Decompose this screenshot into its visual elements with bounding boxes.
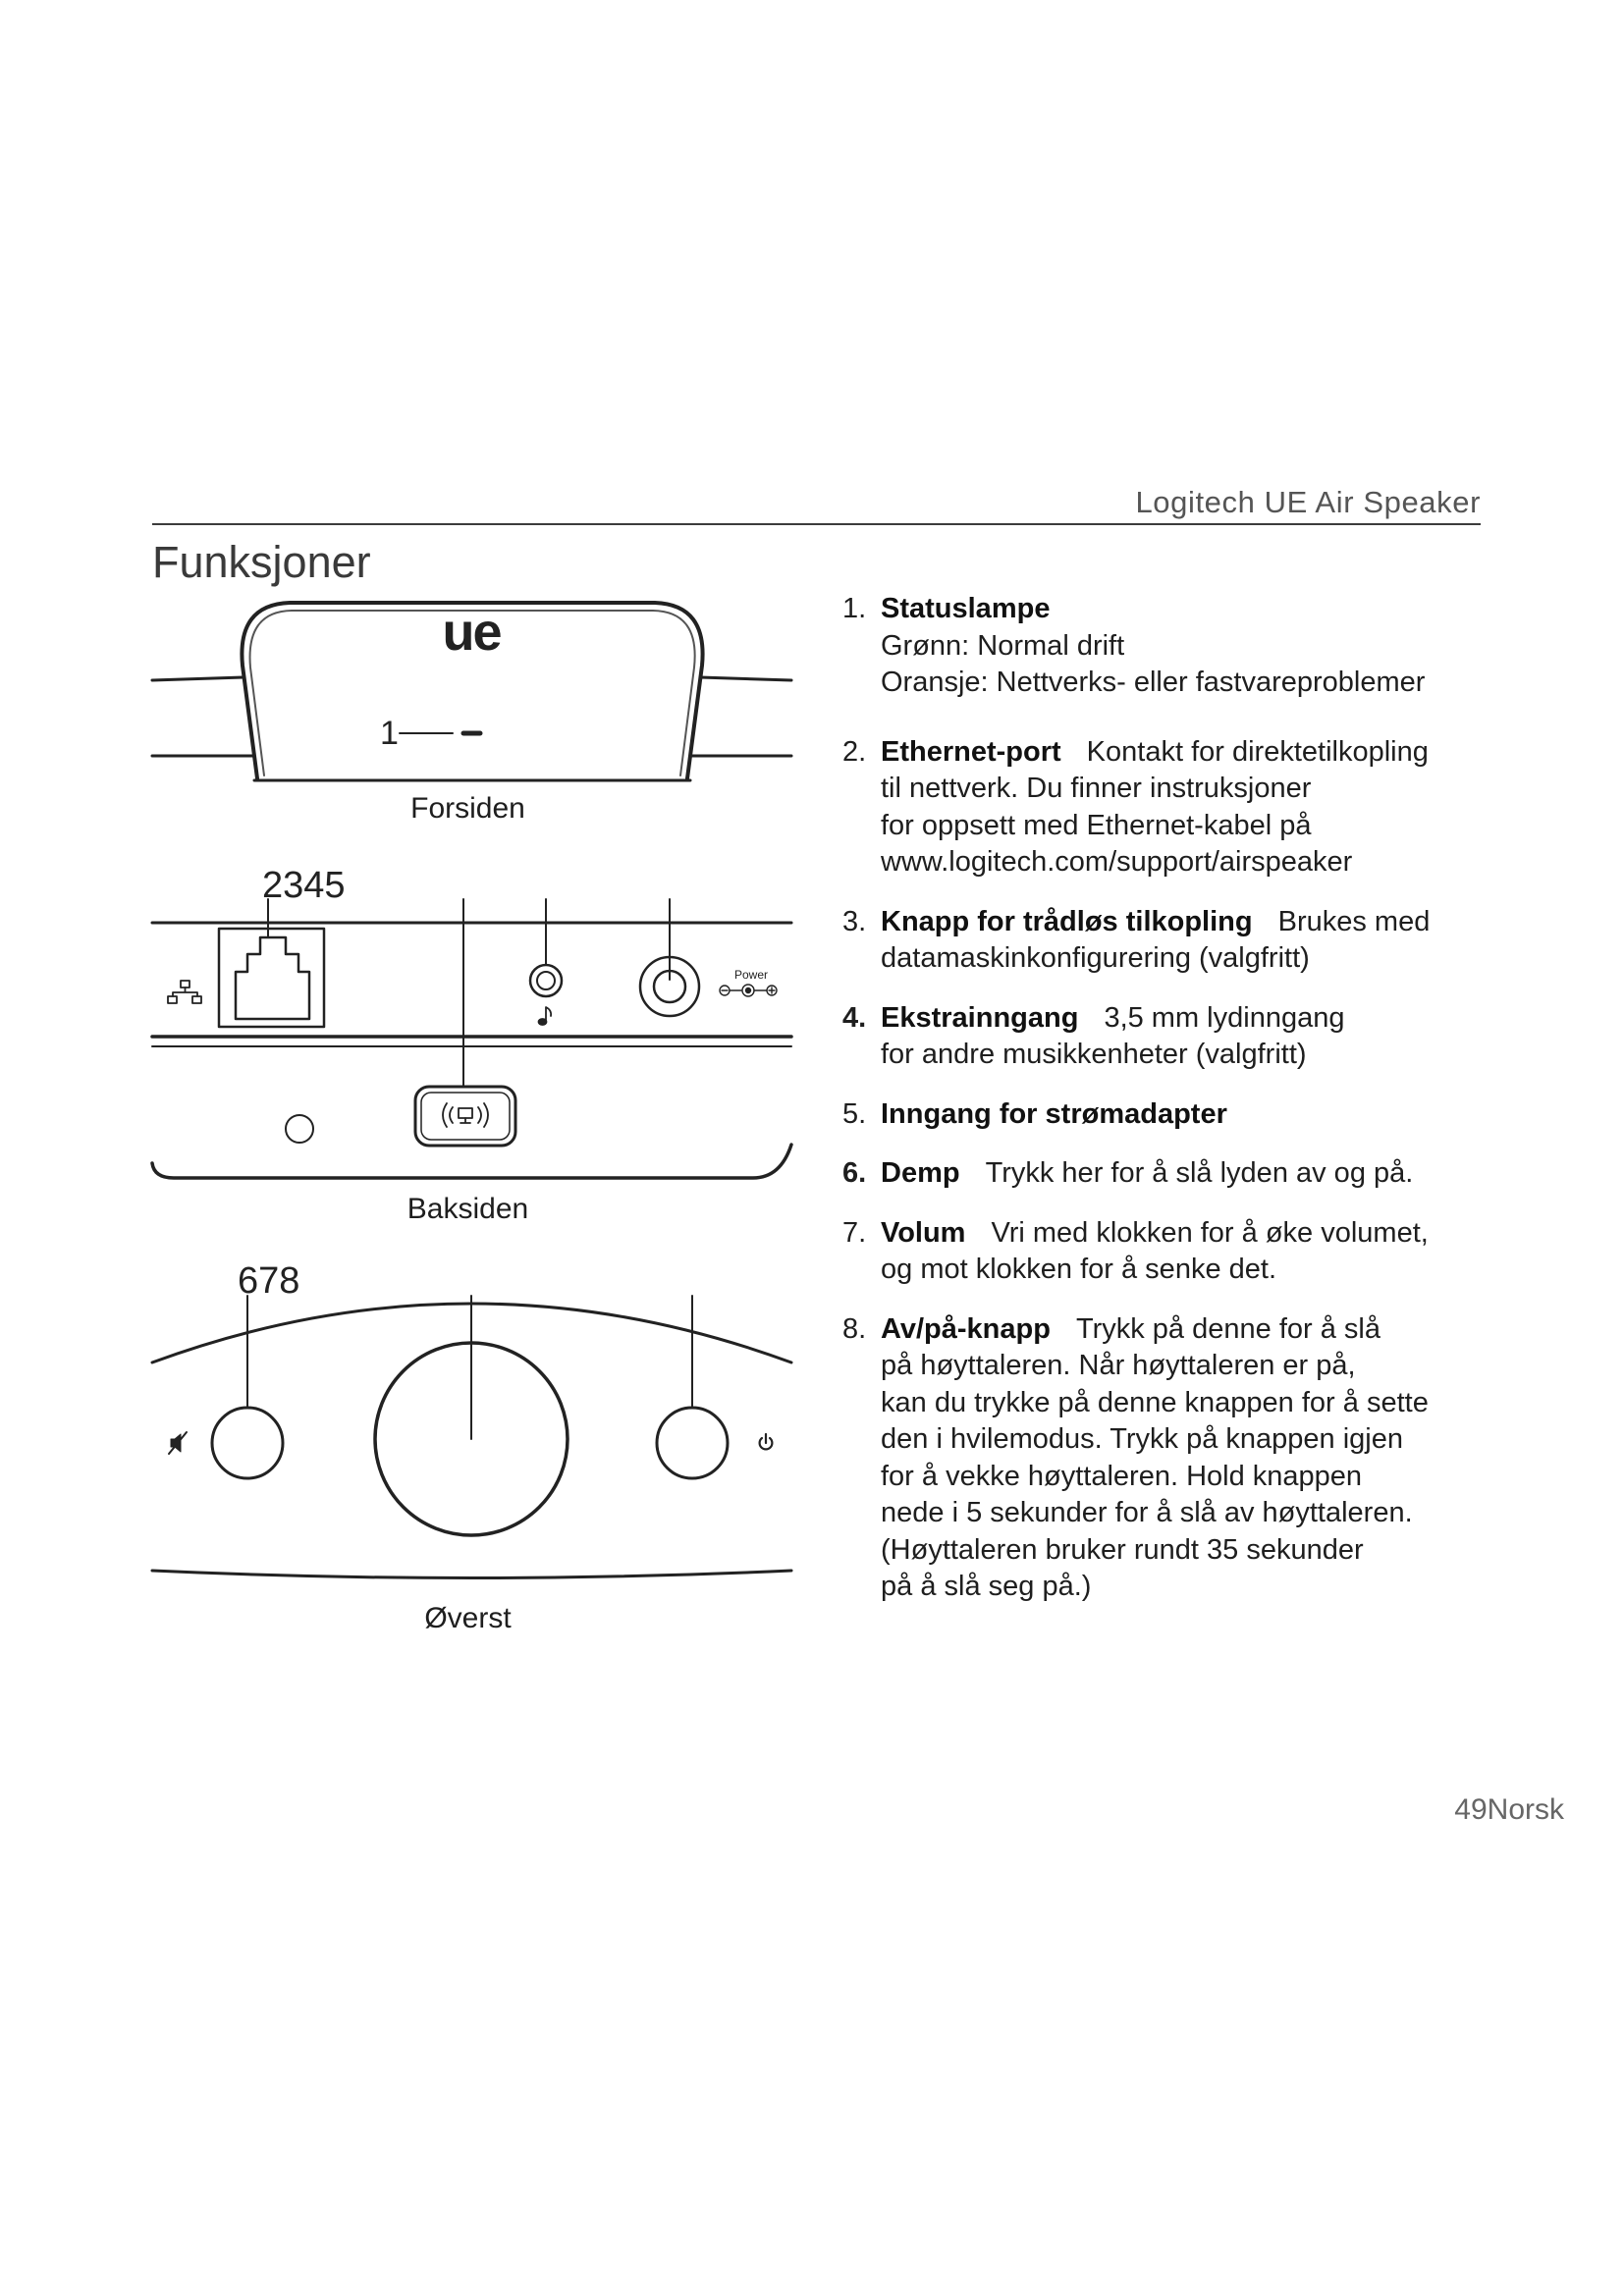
- front-left-wing-upper: [152, 677, 244, 680]
- feature-line: (Høyttaleren bruker rundt 35 sekunder: [881, 1533, 1364, 1566]
- back-view-label: Baksiden: [406, 1193, 529, 1225]
- running-header: Logitech UE Air Speaker: [1135, 485, 1481, 519]
- power-button: [657, 1408, 728, 1478]
- feature-number: 2.: [842, 735, 867, 768]
- feature-item-3: [842, 904, 1530, 978]
- feature-title: Knapp for trådløs tilkopling: [881, 905, 1253, 937]
- feature-title: Ethernet-port: [881, 735, 1061, 768]
- power-icon: [760, 1434, 773, 1449]
- feature-heading: [881, 1000, 1530, 1038]
- feature-heading: [881, 1155, 1530, 1193]
- feature-line: på høyttaleren. Når høyttaleren er på,: [881, 1350, 1356, 1381]
- feature-item-6: [842, 1155, 1530, 1193]
- ethernet-port-socket: [236, 937, 309, 1019]
- page-number: 49: [1454, 1793, 1488, 1826]
- feature-description: Brukes med: [1277, 905, 1431, 937]
- page-footer: [1454, 1792, 1564, 1828]
- feature-description: Vri med klokken for å øke volumet,: [991, 1216, 1429, 1249]
- callout-numbers-top: 678: [238, 1260, 300, 1302]
- power-jack-label: Power: [733, 968, 769, 982]
- feature-number: 6.: [842, 1157, 867, 1189]
- feature-item-2: [842, 734, 1530, 881]
- feature-item-5: [842, 1096, 1530, 1134]
- network-icon: [168, 981, 201, 1003]
- top-view-diagram: [152, 1291, 791, 1595]
- dc-polarity-icon: [720, 985, 777, 996]
- feature-line: til nettverk. Du finner instruksjoner: [881, 773, 1312, 804]
- feature-line: datamaskinkonfigurering (valgfritt): [881, 942, 1310, 974]
- feature-line: for oppsett med Ethernet-kabel på: [881, 809, 1312, 841]
- wireless-connect-icon: [443, 1103, 488, 1127]
- front-right-wing-upper: [700, 677, 791, 680]
- feature-item-7: [842, 1215, 1530, 1289]
- feature-line: den i hvilemodus. Trykk på knappen igjen: [881, 1423, 1403, 1455]
- feature-number: 1.: [842, 593, 867, 624]
- feature-number: 4.: [842, 1001, 867, 1034]
- front-view-label: Forsiden: [410, 792, 525, 825]
- feature-number: 3.: [842, 905, 867, 937]
- support-url: www.logitech.com/support/airspeaker: [881, 846, 1353, 878]
- feature-description: Kontakt for direktetilkopling: [1086, 735, 1429, 768]
- callout-numbers-back: 2345: [262, 865, 346, 906]
- feature-description: 3,5 mm lydinngang: [1104, 1001, 1345, 1034]
- feature-title: Demp: [881, 1157, 960, 1189]
- feature-line: Oransje: Nettverks- eller fastvareproblemer: [881, 667, 1426, 698]
- ethernet-port: [219, 929, 324, 1027]
- feature-item-1: [842, 591, 1530, 702]
- feature-heading: [881, 904, 1530, 941]
- ue-logo: ue: [442, 603, 501, 662]
- header-rule: [152, 523, 1481, 525]
- page-title: Funksjoner: [152, 537, 371, 587]
- feature-heading: [881, 1096, 1530, 1134]
- feature-line: for andre musikkenheter (valgfritt): [881, 1039, 1307, 1070]
- feature-description: Trykk på denne for å slå: [1075, 1312, 1380, 1345]
- feature-title: Inngang for strømadapter: [881, 1097, 1227, 1130]
- mute-button: [212, 1408, 283, 1478]
- back-bottom-outline: [152, 1145, 791, 1178]
- feature-line: og mot klokken for å senke det.: [881, 1254, 1276, 1285]
- feature-line: Grønn: Normal drift: [881, 629, 1125, 662]
- feature-heading: [881, 1311, 1530, 1349]
- feature-item-4: [842, 1000, 1530, 1074]
- feature-number: 8.: [842, 1312, 867, 1345]
- feature-heading: [881, 734, 1530, 772]
- feature-number: 7.: [842, 1216, 867, 1249]
- feature-title: Statuslampe: [881, 593, 1051, 624]
- feature-line: nede i 5 sekunder for å slå av høyttaleren.: [881, 1497, 1413, 1528]
- callout-number-1: 1: [380, 715, 399, 752]
- feature-heading: [881, 1215, 1530, 1253]
- feature-line: på å slå seg på.): [881, 1571, 1092, 1602]
- back-view-diagram: [152, 893, 791, 1188]
- feature-line: for å vekke høyttaleren. Hold knappen: [881, 1460, 1363, 1492]
- feature-number: 5.: [842, 1097, 867, 1130]
- mute-icon: [169, 1432, 187, 1454]
- aux-input-jack: [530, 965, 562, 996]
- feature-line: kan du trykke på denne knappen for å sette: [881, 1386, 1429, 1418]
- feature-title: Volum: [881, 1216, 966, 1249]
- feature-item-8: [842, 1311, 1530, 1606]
- top-view-label: Øverst: [424, 1602, 512, 1634]
- top-view-back-edge: [152, 1571, 791, 1578]
- footer-language: Norsk: [1487, 1793, 1564, 1826]
- music-note-icon: [539, 1007, 552, 1025]
- feature-heading: [881, 591, 1530, 628]
- reset-hole: [286, 1115, 313, 1143]
- wireless-connect-button: [415, 1087, 515, 1146]
- feature-title: Av/på-knapp: [881, 1312, 1051, 1345]
- front-view-diagram: [152, 589, 791, 790]
- feature-title: Ekstrainngang: [881, 1001, 1079, 1034]
- feature-list: [842, 591, 1530, 1629]
- feature-description: Trykk her for å slå lyden av og på.: [985, 1157, 1414, 1189]
